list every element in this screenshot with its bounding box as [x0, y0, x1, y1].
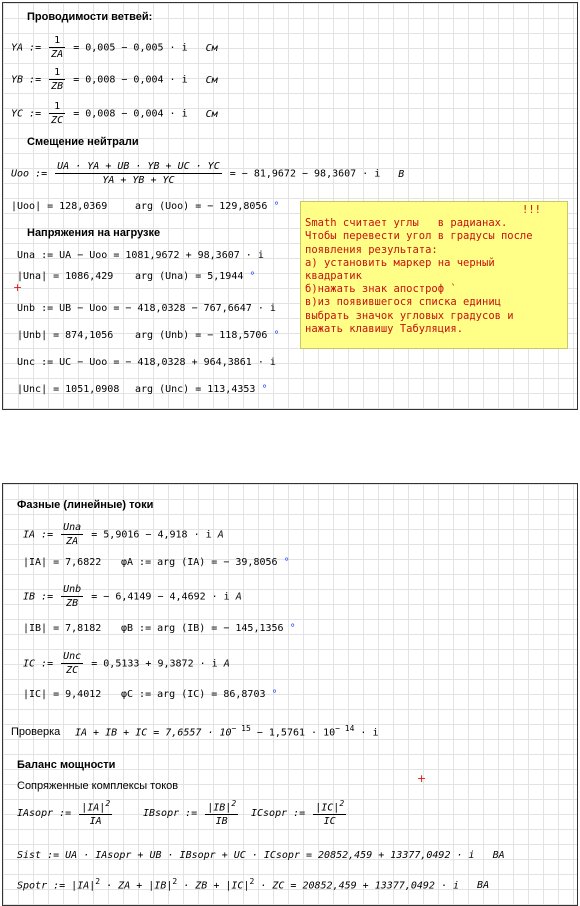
eq-uoo-result: = − 81,9672 − 98,3607 · i: [229, 168, 381, 180]
worksheet-page-2[interactable]: [2, 483, 578, 906]
eq-ia-abs[interactable]: |IA| = 7,6822: [23, 557, 102, 568]
eq-yc-lhs: YC :=: [11, 108, 42, 120]
eq-uoo-unit: В: [398, 168, 405, 180]
eq-unb[interactable]: Unb := UB − Uoo = − 418,0328 − 767,6647 · i: [17, 303, 276, 314]
eq-ib[interactable]: [23, 584, 242, 609]
insertion-cursor: +: [417, 772, 427, 785]
eq-unb-abs[interactable]: |Unb| = 874,1056: [17, 330, 114, 341]
eq-uoo-fraction: $\frac{UA \cdot YA + UB \cdot YB + UC \cdot YC}{YA + YB + YC}$: [57, 161, 220, 186]
worksheet-page-1[interactable]: [2, 2, 578, 410]
eq-yb-unit: См: [205, 74, 218, 86]
heading-power-balance: Баланс мощности: [17, 759, 116, 771]
eq-ya[interactable]: [11, 35, 218, 60]
heading-load-voltages: Напряжения на нагрузке: [27, 227, 161, 239]
eq-ya-lhs: YA :=: [11, 42, 42, 54]
eq-uoo-lhs: Uoo :=: [11, 168, 48, 180]
eq-ia-fraction: $\frac{\text{Una}}{ZA}$: [63, 522, 82, 547]
heading-phase-currents: Фазные (линейные) токи: [17, 499, 154, 511]
check-label: Проверка: [11, 726, 61, 738]
eq-ib-fraction: $\frac{\text{Unb}}{ZB}$: [63, 584, 82, 609]
eq-phi-b[interactable]: φB := arg (IB) = − 145,1356 °: [121, 623, 296, 634]
eq-ia-lhs: IA :=: [23, 529, 54, 541]
eq-ia-result: = 5,9016 − 4,918 · i: [91, 529, 212, 541]
note-exclamation: !!!: [522, 204, 541, 216]
eq-unc[interactable]: Unc := UC − Uoo = − 418,0328 + 964,3861 · i: [17, 357, 276, 368]
eq-uoo[interactable]: [11, 161, 404, 186]
eq-uoo-abs[interactable]: |Uoo| = 128,0369: [11, 201, 108, 212]
eq-yc-fraction: $\frac{1}{ZC}$: [51, 101, 64, 126]
eq-ib-abs[interactable]: |IB| = 7,8182: [23, 623, 102, 634]
degree-unit: °: [289, 623, 296, 634]
eq-yb[interactable]: [11, 67, 218, 92]
eq-icsopr[interactable]: ICsopr := $\frac{|IC|^2}{IC}$: [251, 799, 345, 828]
eq-una-arg[interactable]: arg (Una) = 5,1944 °: [135, 271, 256, 282]
eq-ib-unit: A: [235, 591, 242, 603]
eq-ic-result: = 0,5133 + 9,3872 · i: [91, 658, 218, 670]
eq-ia[interactable]: [23, 522, 224, 547]
eq-unc-abs[interactable]: |Unc| = 1051,0908: [17, 384, 120, 395]
degree-unit: °: [273, 201, 280, 212]
eq-ya-fraction: $\frac{1}{ZA}$: [51, 35, 64, 60]
eq-phi-c[interactable]: φC := arg (IC) = 86,8703 °: [121, 689, 278, 700]
degree-unit: °: [261, 384, 268, 395]
eq-sist[interactable]: Sist := UA · IAsopr + UB · IBsopr + UC · ICsopr = 20852,459 + 13377,0492 · i ВА: [17, 850, 505, 861]
eq-ya-unit: См: [205, 42, 218, 54]
eq-spotr[interactable]: Spotr := $|IA|^2$ · ZA + $|IB|^2$ · ZB + $|IC|^2$ · ZC = 20852,459 + 13377,0492 · i ВА: [17, 877, 490, 892]
degree-unit: °: [249, 271, 256, 282]
degree-unit: °: [271, 689, 278, 700]
insertion-cursor: +: [13, 281, 23, 294]
note-text: Smath считает углы в радианах. Чтобы перевести угол в градусы после появления результата: а) установить маркер на черный квадратик б)нажать знак апостроф ` в)из появившегося списка единиц выбрать значок угловых градусов и нажать клавишу Табуляция.: [305, 217, 533, 335]
eq-yb-fraction: $\frac{1}{ZB}$: [51, 67, 64, 92]
eq-unc-arg[interactable]: arg (Unc) = 113,4353 °: [135, 384, 268, 395]
degree-unit: °: [283, 557, 290, 568]
eq-yc[interactable]: [11, 101, 218, 126]
heading-conductances: Проводимости ветвей:: [27, 11, 153, 23]
eq-ic-lhs: IC :=: [23, 658, 54, 670]
eq-ic[interactable]: [23, 651, 230, 676]
degree-unit: °: [273, 330, 280, 341]
conjugate-label: Сопряженные комплексы токов: [17, 780, 179, 792]
eq-iasopr[interactable]: IAsopr := $\frac{|IA|^2}{IA}$: [17, 799, 111, 828]
eq-ia-unit: A: [217, 529, 224, 541]
eq-una-abs[interactable]: |Una| = 1086,429: [17, 271, 114, 282]
eq-ibsopr[interactable]: IBsopr := $\frac{|IB|^2}{IB}$: [143, 799, 237, 828]
eq-yb-lhs: YB :=: [11, 74, 42, 86]
eq-ic-abs[interactable]: |IC| = 9,4012: [23, 689, 102, 700]
eq-ic-fraction: $\frac{\text{Unc}}{ZC}$: [63, 651, 82, 676]
note-degrees-hint[interactable]: [300, 201, 568, 349]
eq-yc-result: = 0,008 − 0,004 · i: [73, 108, 188, 120]
eq-phi-a[interactable]: φA := arg (IA) = − 39,8056 °: [121, 557, 290, 568]
eq-ic-unit: A: [223, 658, 230, 670]
eq-check-sum[interactable]: IA + IB + IC = $7,6557 \cdot 10^{- 15} - 1,5761 \cdot 10^{- 14} \cdot i$: [75, 724, 379, 739]
eq-ib-result: = − 6,4149 − 4,4692 · i: [91, 591, 230, 603]
eq-ib-lhs: IB :=: [23, 591, 54, 603]
heading-neutral-shift: Смещение нейтрали: [27, 136, 139, 148]
eq-ya-result: = 0,005 − 0,005 · i: [73, 42, 188, 54]
eq-yb-result: = 0,008 − 0,004 · i: [73, 74, 188, 86]
eq-yc-unit: См: [205, 108, 218, 120]
eq-una[interactable]: Una := UA − Uoo = 1081,9672 + 98,3607 · i: [17, 250, 264, 261]
eq-uoo-arg[interactable]: arg (Uoo) = − 129,8056 °: [135, 201, 280, 212]
eq-unb-arg[interactable]: arg (Unb) = − 118,5706 °: [135, 330, 280, 341]
